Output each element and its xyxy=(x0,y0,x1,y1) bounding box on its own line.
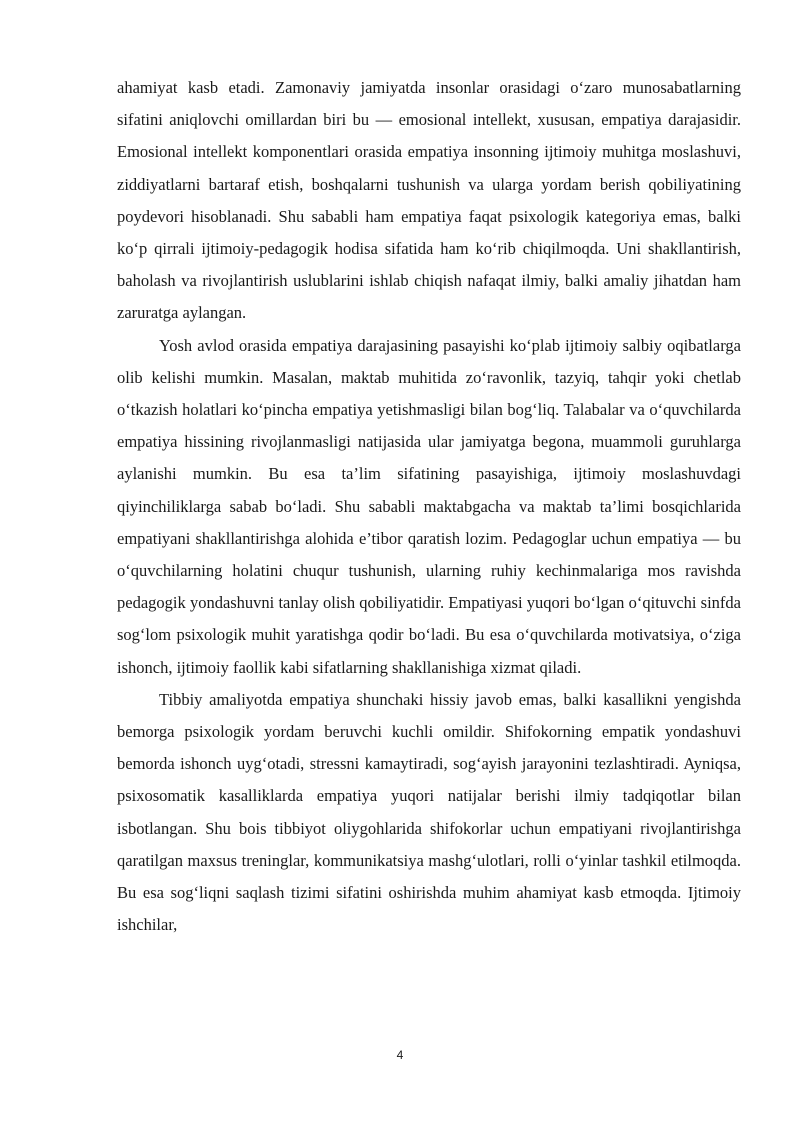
body-text xyxy=(117,72,741,941)
paragraph-continuation: ahamiyat kasb etadi. Zamonaviy jamiyatda insonlar orasidagi o‘zaro munosabatlarning sifatini aniqlovchi omillardan biri bu — emosional intellekt, xususan, empatiya darajasidir. Emosional intellekt komponentlari orasida empatiya insonning ijtimoiy muhitga moslashuvi, ziddiyatlarni bartaraf etish, boshqalarni tushunish va ularga yordam berish qobiliyatining poydevori hisoblanadi. Shu sababli ham empatiya faqat psixologik kategoriya emas, balki ko‘p qirrali ijtimoiy-pedagogik hodisa sifatida ham ko‘rib chiqilmoqda. Uni shakllantirish, baholash va rivojlantirish uslublarini ishlab chiqish nafaqat ilmiy, balki amaliy jihatdan ham zaruratga aylangan. xyxy=(117,78,741,323)
paragraph-medical-empathy: Tibbiy amaliyotda empatiya shunchaki hissiy javob emas, balki kasallikni yengishda bemorga psixologik yordam beruvchi kuchli omildir. Shifokorning empatik yondashuvi bemorda ishonch uyg‘otadi, stressni kamaytiradi, sog‘ayish jarayonini tezlashtiradi. Ayniqsa, psixosomatik kasalliklarda empatiya yuqori natijalar berishi ilmiy tadqiqotlar bilan isbotlangan. Shu bois tibbiyot oliygohlarida shifokorlar uchun empatiyani rivojlantirishga qaratilgan maxsus treninglar, kommunikatsiya mashg‘ulotlari, rolli o‘yinlar tashkil etilmoqda. Bu esa sog‘liqni saqlash tizimi sifatini oshirishda muhim ahamiyat kasb etmoqda. Ijtimoiy ishchilar, xyxy=(117,689,741,935)
page-number: 4 xyxy=(396,1048,404,1062)
paragraph-youth-empathy: Yosh avlod orasida empatiya darajasining pasayishi ko‘plab ijtimoiy salbiy oqibatlarga olib kelishi mumkin. Masalan, maktab muhitida zo‘ravonlik, tazyiq, tahqir yoki chetlab o‘tkazish holatlari ko‘pincha empatiya yetishmasligi bilan bog‘liq. Talabalar va o‘quvchilarda empatiya hissining rivojlanmasligi natijasida ular jamiyatga begona, muammoli guruhlarga aylanishi mumkin. Bu esa ta’lim sifatining pasayishiga, ijtimoiy moslashuvdagi qiyinchiliklarga sabab bo‘ladi. Shu sababli maktabgacha va maktab ta’limi bosqichlarida empatiyani shakllantirishga alohida e’tibor qaratish lozim. Pedagoglar uchun empatiya — bu o‘quvchilarning holatini chuqur tushunish, ularning ruhiy kechinmalariga mos ravishda pedagogik yondashuvni tanlay olish qobiliyatidir. Empatiyasi yuqori bo‘lgan o‘qituvchi sinfda sog‘lom psixologik muhit yaratishga qodir bo‘ladi. Bu esa o‘quvchilarda motivatsiya, o‘ziga ishonch, ijtimoiy faollik kabi sifatlarning shakllanishiga xizmat qiladi. xyxy=(117,335,741,677)
